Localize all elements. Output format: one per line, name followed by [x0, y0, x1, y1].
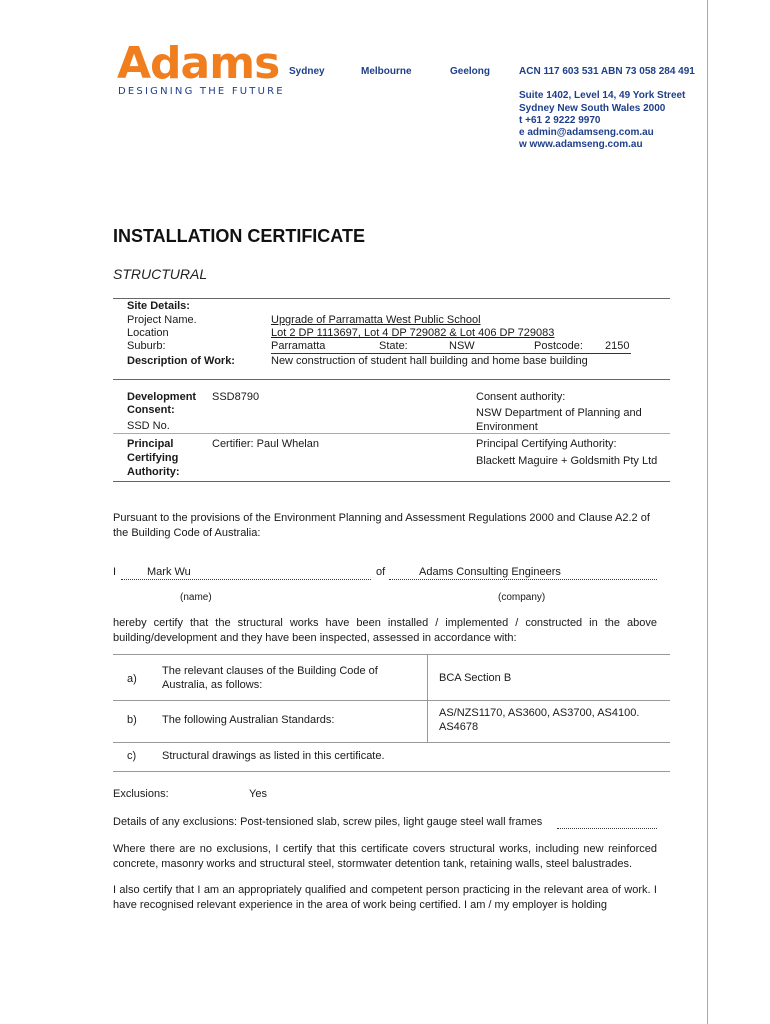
name-dotted-line — [121, 579, 371, 580]
address-line: e admin@adamseng.com.au — [519, 127, 654, 138]
company-logo: Adams — [117, 38, 280, 89]
qualified-text: I also certify that I am an appropriately qualified and competent person practicing in the relevant area of work. I have recognised relevant experience in the area of work being certified. I am / my employer is holding — [113, 884, 657, 911]
project-value: Upgrade of Parramatta West Public School — [271, 314, 481, 326]
postcode-value: 2150 — [605, 340, 630, 352]
suburb-value: Parramatta — [271, 340, 326, 352]
office-melbourne: Melbourne — [361, 66, 412, 77]
address-line: t +61 2 9222 9970 — [519, 115, 601, 126]
divider — [113, 433, 670, 434]
divider — [113, 298, 670, 299]
state-label: State: — [379, 340, 408, 352]
consent-authority-label: Consent authority: — [476, 391, 566, 403]
location-label: Location — [127, 327, 169, 339]
certifier-value: Certifier: Paul Whelan — [212, 438, 319, 450]
item-value-2: AS4678 — [439, 721, 479, 733]
suburb-label: Suburb: — [127, 340, 166, 352]
state-value: NSW — [449, 340, 475, 352]
declarant-company: Adams Consulting Engineers — [419, 566, 561, 578]
declaration-i: I — [113, 566, 117, 578]
divider — [113, 379, 670, 380]
page-title: INSTALLATION CERTIFICATE — [113, 226, 365, 246]
postcode-label: Postcode: — [534, 340, 583, 352]
page-subtitle: STRUCTURAL — [113, 266, 208, 282]
exclusions-value: Yes — [249, 788, 267, 800]
item-letter: c) — [127, 750, 137, 762]
site-details-heading: Site Details: — [127, 300, 190, 312]
divider — [113, 481, 670, 482]
no-exclusions-text: Where there are no exclusions, I certify that this certificate covers structural works, including new reinforced concrete, masonry works and structural steel, stormwater detention tank, retaining walls, steel balustrades. — [113, 843, 657, 870]
consent-value: SSD8790 — [212, 391, 260, 403]
divider — [113, 742, 670, 743]
item-text: Structural drawings as listed in this certificate. — [162, 750, 385, 762]
divider — [113, 700, 670, 701]
declaration-of: of — [376, 566, 386, 578]
location-value: Lot 2 DP 1113697, Lot 4 DP 729082 & Lot 406 DP 729083 — [271, 327, 555, 339]
office-geelong: Geelong — [450, 66, 491, 77]
ssd-label: SSD No. — [127, 420, 170, 432]
item-letter: a) — [127, 673, 137, 685]
page-edge-line — [707, 0, 708, 1024]
company-tagline: DESIGNING THE FUTURE — [118, 86, 285, 97]
acn-abn: ACN 117 603 531 ABN 73 058 284 491 — [519, 66, 695, 77]
description-label: Description of Work: — [127, 355, 235, 367]
pca-label: Principal Certifying Authority: — [476, 438, 617, 450]
item-text: The relevant clauses of the Building Code of — [162, 665, 378, 677]
declarant-name: Mark Wu — [147, 566, 191, 578]
item-value: AS/NZS1170, AS3600, AS3700, AS4100. — [439, 707, 640, 719]
address-line: Sydney New South Wales 2000 — [519, 103, 666, 114]
item-letter: b) — [127, 714, 137, 726]
item-value: BCA Section B — [439, 672, 512, 684]
exclusions-label: Exclusions: — [113, 788, 169, 800]
consent-authority-value-2: Environment — [476, 421, 538, 433]
divider — [113, 771, 670, 772]
pca-value: Blackett Maguire + Goldsmith Pty Ltd — [476, 455, 658, 467]
suburb-underline — [271, 353, 631, 354]
description-value: New construction of student hall building and home base building — [271, 355, 588, 367]
address-line: w www.adamseng.com.au — [519, 139, 643, 150]
item-text-2: Australia, as follows: — [162, 679, 263, 691]
consent-authority-value: NSW Department of Planning and — [476, 407, 642, 419]
column-divider — [427, 700, 428, 742]
office-sydney: Sydney — [289, 66, 325, 77]
company-dotted-line — [389, 579, 657, 580]
consent-label: Development — [127, 391, 197, 403]
exclusions-details: Details of any exclusions: Post-tensioned slab, screw piles, light gauge steel wall frames — [113, 816, 543, 828]
name-caption: (name) — [180, 592, 212, 603]
consent-label-2: Consent: — [127, 404, 175, 416]
company-caption: (company) — [498, 592, 546, 603]
column-divider — [427, 654, 428, 700]
certify-text: hereby certify that the structural works have been installed / implemented / constructed in the above building/development and they have been inspected, assessed in accordance with: — [113, 617, 657, 644]
divider — [113, 654, 670, 655]
pursuant-text: Pursuant to the provisions of the Environment Planning and Assessment Regulations 2000 and Clause A2.2 of the Building Code of Australia: — [113, 512, 650, 539]
project-label: Project Name. — [127, 314, 197, 326]
certifier-label: Principal — [127, 438, 174, 450]
certifier-label-2: Certifying — [127, 452, 179, 464]
exclusions-dotted-line — [557, 828, 657, 829]
certifier-label-3: Authority: — [127, 466, 180, 478]
address-line: Suite 1402, Level 14, 49 York Street — [519, 90, 686, 101]
item-text: The following Australian Standards: — [162, 714, 335, 726]
